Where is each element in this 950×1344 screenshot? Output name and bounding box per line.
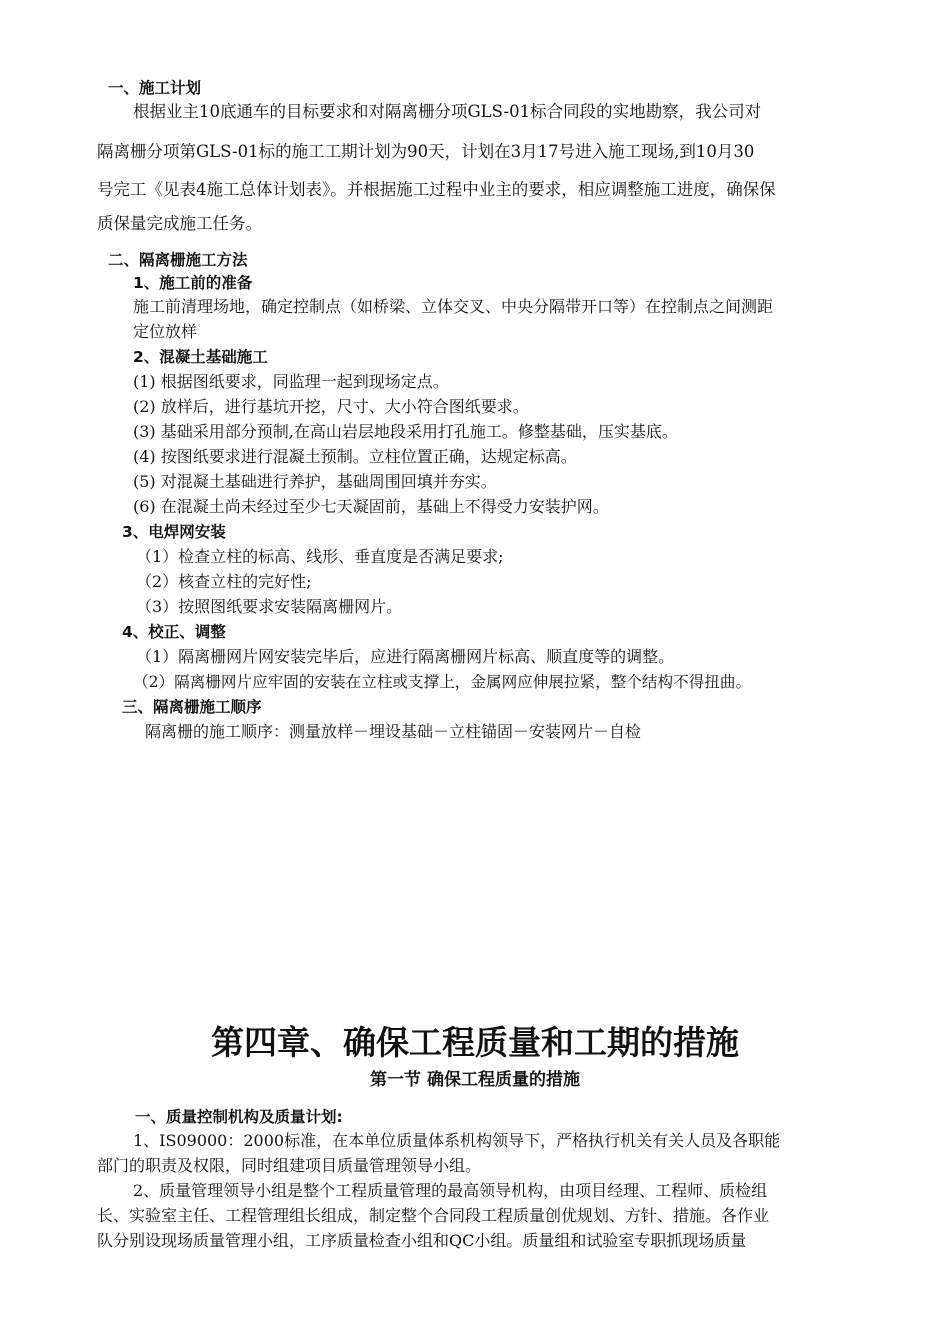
plan-paragraph-line: 根据业主10底通车的目标要求和对隔离栅分项GLS-01标合同段的实地勘察，我公司对 bbox=[133, 102, 762, 121]
concrete-heading: 2、混凝土基础施工 bbox=[133, 348, 268, 366]
mesh-item: （2）核查立柱的完好性; bbox=[136, 572, 312, 591]
concrete-item: (1) 根据图纸要求，同监理一起到现场定点。 bbox=[133, 372, 449, 391]
quality-paragraph-line: 长、实验室主任、工程管理组长组成，制定整个合同段工程质量创优规划、方针、措施。各作业 bbox=[97, 1206, 770, 1225]
section-title: 第一节 确保工程质量的措施 bbox=[370, 1070, 580, 1090]
prep-heading: 1、施工前的准备 bbox=[133, 274, 253, 292]
prep-text-line: 定位放样 bbox=[133, 322, 198, 341]
order-text: 隔离栅的施工顺序：测量放样－埋设基础－立柱锚固－安装网片－自检 bbox=[145, 722, 642, 741]
mesh-heading: 3、电焊网安装 bbox=[122, 523, 226, 541]
plan-paragraph-line: 号完工《见表4施工总体计划表》。并根据施工过程中业主的要求，相应调整施工进度，确保保 bbox=[97, 180, 776, 199]
mesh-item: （1）检查立柱的标高、线形、垂直度是否满足要求; bbox=[136, 547, 504, 566]
mesh-item: （3）按照图纸要求安装隔离栅网片。 bbox=[136, 597, 403, 616]
quality-paragraph-line: 1、IS09000：2000标准，在本单位质量体系机构领导下，严格执行机关有关人员及各职能 bbox=[133, 1131, 781, 1150]
plan-paragraph-line: 隔离栅分项第GLS-01标的施工工期计划为90天，计划在3月17号进入施工现场,到10月30 bbox=[97, 142, 755, 161]
plan-paragraph-line: 质保量完成施工任务。 bbox=[97, 214, 262, 233]
concrete-item: (5) 对混凝土基础进行养护，基础周围回填并夯实。 bbox=[133, 472, 497, 491]
quality-paragraph-line: 2、质量管理领导小组是整个工程质量管理的最高领导机构，由项目经理、工程师、质检组 bbox=[133, 1181, 768, 1200]
concrete-item: (2) 放样后，进行基坑开挖，尺寸、大小符合图纸要求。 bbox=[133, 397, 529, 416]
adjust-item: （1）隔离栅网片网安装完毕后，应进行隔离栅网片标高、顺直度等的调整。 bbox=[136, 647, 675, 666]
quality-heading: 一、质量控制机构及质量计划: bbox=[135, 1108, 343, 1126]
concrete-item: (6) 在混凝土尚未经过至少七天凝固前，基础上不得受力安装护网。 bbox=[133, 497, 609, 516]
adjust-heading: 4、校正、调整 bbox=[122, 623, 226, 641]
chapter-title: 第四章、确保工程质量和工期的措施 bbox=[211, 1023, 739, 1062]
adjust-item: （2）隔离栅网片应牢固的安装在立柱或支撑上，金属网应伸展拉紧，整个结构不得扭曲。 bbox=[133, 673, 752, 691]
quality-paragraph-line: 队分别设现场质量管理小组，工序质量检查小组和QC小组。质量组和试验室专职抓现场质量 bbox=[97, 1231, 747, 1250]
plan-heading: 一、施工计划 bbox=[108, 79, 202, 97]
method-heading: 二、隔离栅施工方法 bbox=[108, 251, 248, 269]
concrete-item: (4) 按图纸要求进行混凝土预制。立柱位置正确，达规定标高。 bbox=[133, 447, 577, 466]
concrete-item: (3) 基础采用部分预制,在高山岩层地段采用打孔施工。修整基础，压实基底。 bbox=[133, 422, 678, 441]
quality-paragraph-line: 部门的职责及权限，同时组建项目质量管理领导小组。 bbox=[97, 1156, 482, 1175]
order-heading: 三、隔离栅施工顺序 bbox=[122, 698, 262, 716]
prep-text-line: 施工前清理场地，确定控制点（如桥梁、立体交叉、中央分隔带开口等）在控制点之间测距 bbox=[133, 297, 774, 316]
